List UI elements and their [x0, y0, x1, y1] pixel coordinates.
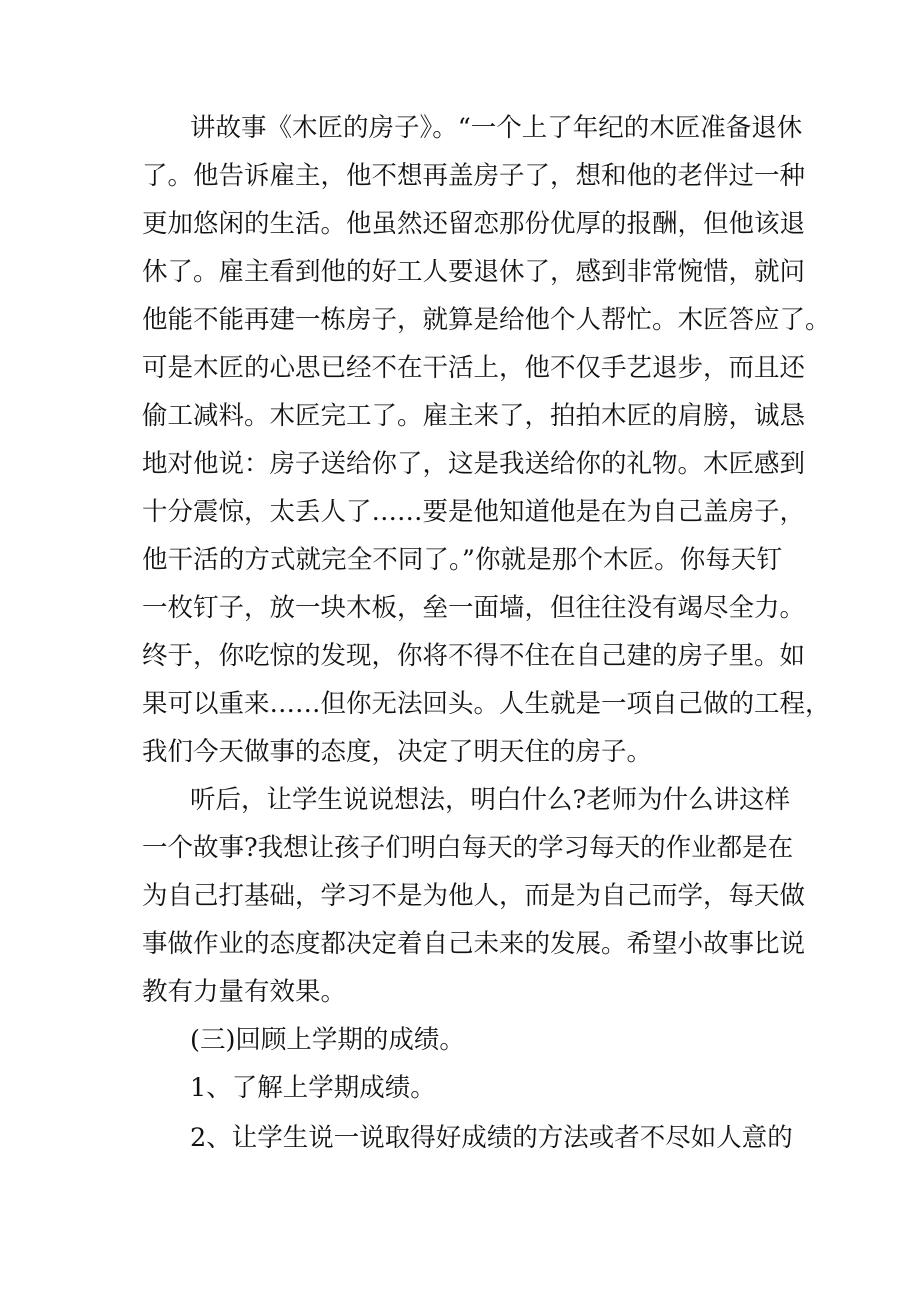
list-item-1: 1、了解上学期成绩。 — [190, 1073, 436, 1103]
paragraph-1-line-2: 了。他告诉雇主，他不想再盖房子了，想和他的老伴过一种 — [142, 161, 806, 191]
list-item-2: 2、让学生说一说取得好成绩的方法或者不尽如人意的 — [190, 1123, 793, 1153]
paragraph-1-line-9: 十分震惊，太丢人了……要是他知道他是在为自己盖房子， — [142, 497, 806, 527]
paragraph-1-line-11: 一枚钉子，放一块木板，垒一面墙，但往往没有竭尽全力。 — [142, 593, 806, 623]
paragraph-1-line-13: 果可以重来……但你无法回头。人生就是一项自己做的工程， — [142, 689, 831, 719]
paragraph-2-line-2: 一个故事?我想让孩子们明白每天的学习每天的作业都是在 — [142, 833, 794, 863]
paragraph-2-line-5: 教有力量有效果。 — [142, 977, 347, 1007]
paragraph-2-line-3: 为自己打基础，学习不是为他人，而是为自己而学，每天做 — [142, 881, 806, 911]
paragraph-2-line-1: 听后，让学生说说想法，明白什么?老师为什么讲这样 — [190, 785, 791, 815]
paragraph-1-line-8: 地对他说：房子送给你了，这是我送给你的礼物。木匠感到 — [142, 449, 806, 479]
paragraph-1-line-12: 终于，你吃惊的发现，你将不得不住在自己建的房子里。如 — [142, 641, 806, 671]
section-heading: (三)回顾上学期的成绩。 — [190, 1025, 465, 1055]
paragraph-1-line-5: 他能不能再建一栋房子，就算是给他个人帮忙。木匠答应了。 — [142, 305, 831, 335]
paragraph-1-line-6: 可是木匠的心思已经不在干活上，他不仅手艺退步，而且还 — [142, 353, 806, 383]
paragraph-1-line-14: 我们今天做事的态度，决定了明天住的房子。 — [142, 737, 653, 767]
paragraph-1-line-3: 更加悠闲的生活。他虽然还留恋那份优厚的报酬，但他该退 — [142, 209, 806, 239]
paragraph-1-line-4: 休了。雇主看到他的好工人要退休了，感到非常惋惜，就问 — [142, 257, 806, 287]
paragraph-2-line-4: 事做作业的态度都决定着自己未来的发展。希望小故事比说 — [142, 929, 806, 959]
paragraph-1-line-1: 讲故事《木匠的房子》。“一个上了年纪的木匠准备退休 — [190, 113, 803, 143]
paragraph-1-line-10: 他干活的方式就完全不同了。”你就是那个木匠。你每天钉 — [142, 545, 782, 575]
paragraph-1-line-7: 偷工减料。木匠完工了。雇主来了，拍拍木匠的肩膀，诚恳 — [142, 401, 806, 431]
